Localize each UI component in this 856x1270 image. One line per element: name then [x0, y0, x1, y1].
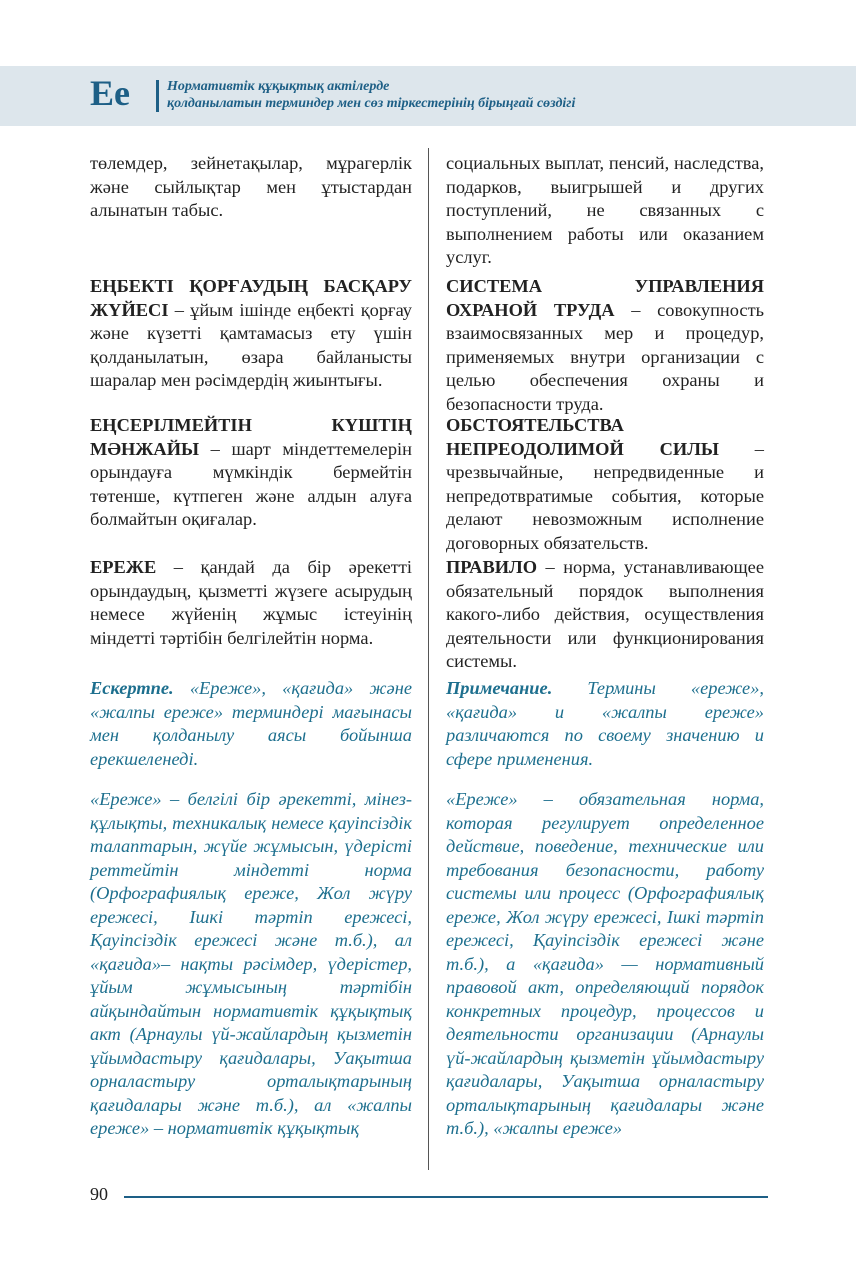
entry-term: ЕҢСЕРІЛМЕЙТІН КҮШТІҢ МӘНЖАЙЫ	[90, 415, 412, 459]
note-paragraph: «Ереже» – обязательная норма, которая регулирует определенное действие, поведение, технические или требования безопасности, работу системы или процесс (Орфографиялық ереже, Жол жүру ережесі, Ішкі тәртіп ережесі, Қауіпсіздік ережесі және т.б.), а «қағида» — нормативный правовой акт, определяющий порядок конкретных процедур, процессов и деятельности организации (Арнаулы үй-жайлардың қызметін ұйымдастыру қағидалары, Уақытша орналастыру орталықтарының қағидалары және т.б.), «жалпы ереже»	[446, 789, 764, 1138]
entry-definition: – совокупность взаимосвязанных мер и процедур, применяемых внутри организации с целью обеспечения охраны и безопасности труда.	[446, 299, 765, 414]
dictionary-entry	[90, 556, 412, 650]
running-header	[167, 78, 727, 112]
entry-term: СИСТЕМА УПРАВЛЕНИЯ ОХРАНОЙ ТРУДА	[446, 276, 764, 320]
note-body: Термины «ереже», «қағида» и «жалпы ереже» различаются по своему значению и сфере применения.	[446, 678, 764, 769]
entry-definition: – қандай да бір әрекетті орындаудың, қызметті жүзеге асырудың немесе жүйенің жұмыс істеуінің міндетті тәртібін белгілейтін норма.	[90, 557, 412, 648]
header-title-line2: қолданылатын терминдер мен сөз тіркестерінің бірыңғай сөздігі	[167, 96, 576, 111]
entry-definition: – ұйым ішінде еңбекті қорғау және күзетті қамтамасыз ету үшін қолданылатын, өзара байланысты шаралар мен рәсімдердің жиынтығы.	[90, 299, 412, 390]
continued-text: төлемдер, зейнетақылар, мұрагерлік және сыйлықтар мен ұтыстардан алынатын табыс.	[90, 153, 412, 220]
note	[446, 677, 764, 771]
column-divider	[428, 148, 429, 1170]
header-title-line1: Нормативтік құқықтық актілерде	[167, 79, 390, 94]
page-number: 90	[90, 1184, 108, 1204]
dictionary-entry	[446, 275, 764, 416]
dictionary-entry	[446, 556, 764, 674]
section-letter: Ee	[90, 73, 130, 113]
footer-rule	[124, 1196, 768, 1198]
entry-definition: – чрезвычайные, непредвиденные и непредотвратимые события, которые делают невозможным исполнение договорных обязательств.	[446, 438, 764, 553]
entry-term: ЕҢБЕКТІ ҚОРҒАУДЫҢ БАСҚАРУ ЖҮЙЕСІ	[90, 276, 412, 320]
note-paragraph: «Ереже» – белгілі бір әрекетті, мінез-құлықты, техникалық немесе қауіпсіздік талаптарын, жүйе жұмысын, үдерісті реттейтін міндетті норма (Орфографиялық ереже, Жол жүру ережесі, Ішкі тәртіп ережесі, Қауіпсіздік ережесі және т.б.), ал «қағида»– нақты рәсімдер, үдерістер, ұйым жұмысының тәртібін айқындайтын нормативтік құқықтық акт (Арнаулы үй-жайлардың қызметін ұйымдастыру қағидалары, Уақытша орналастыру орталықтарының қағидалары және т.б.), ал «жалпы ереже» – нормативтік құқықтық	[90, 789, 412, 1138]
header-divider	[156, 80, 159, 112]
entry-definition: – шарт міндеттемелерін орындауға мүмкіндік бермейтін төтенше, күтпеген және алдын алуға болмайтын оқиғалар.	[90, 438, 412, 529]
note	[90, 677, 412, 771]
dictionary-entry	[90, 414, 412, 532]
dictionary-entry	[90, 275, 412, 393]
entry-term: ЕРЕЖЕ	[90, 557, 157, 577]
note-heading: Ескертпе.	[90, 678, 174, 698]
note-heading: Примечание.	[446, 678, 553, 698]
entry-term: ПРАВИЛО	[446, 557, 538, 577]
continued-text: социальных выплат, пенсий, наследства, подарков, выигрышей и других поступлений, не связанных с выполнением работы или оказанием услуг.	[446, 153, 764, 267]
note-body: «Ереже», «қағида» және «жалпы ереже» терминдері мағынасы мен қолданылу аясы бойынша ерекшеленеді.	[90, 678, 412, 769]
dictionary-entry	[446, 414, 764, 555]
entry-definition: – норма, устанавливающее обязательный порядок выполнения какого-либо действия, осуществления деятельности или функционирования системы.	[446, 557, 764, 671]
entry-term: ОБСТОЯТЕЛЬСТВА НЕПРЕОДОЛИМОЙ СИЛЫ	[446, 415, 719, 459]
